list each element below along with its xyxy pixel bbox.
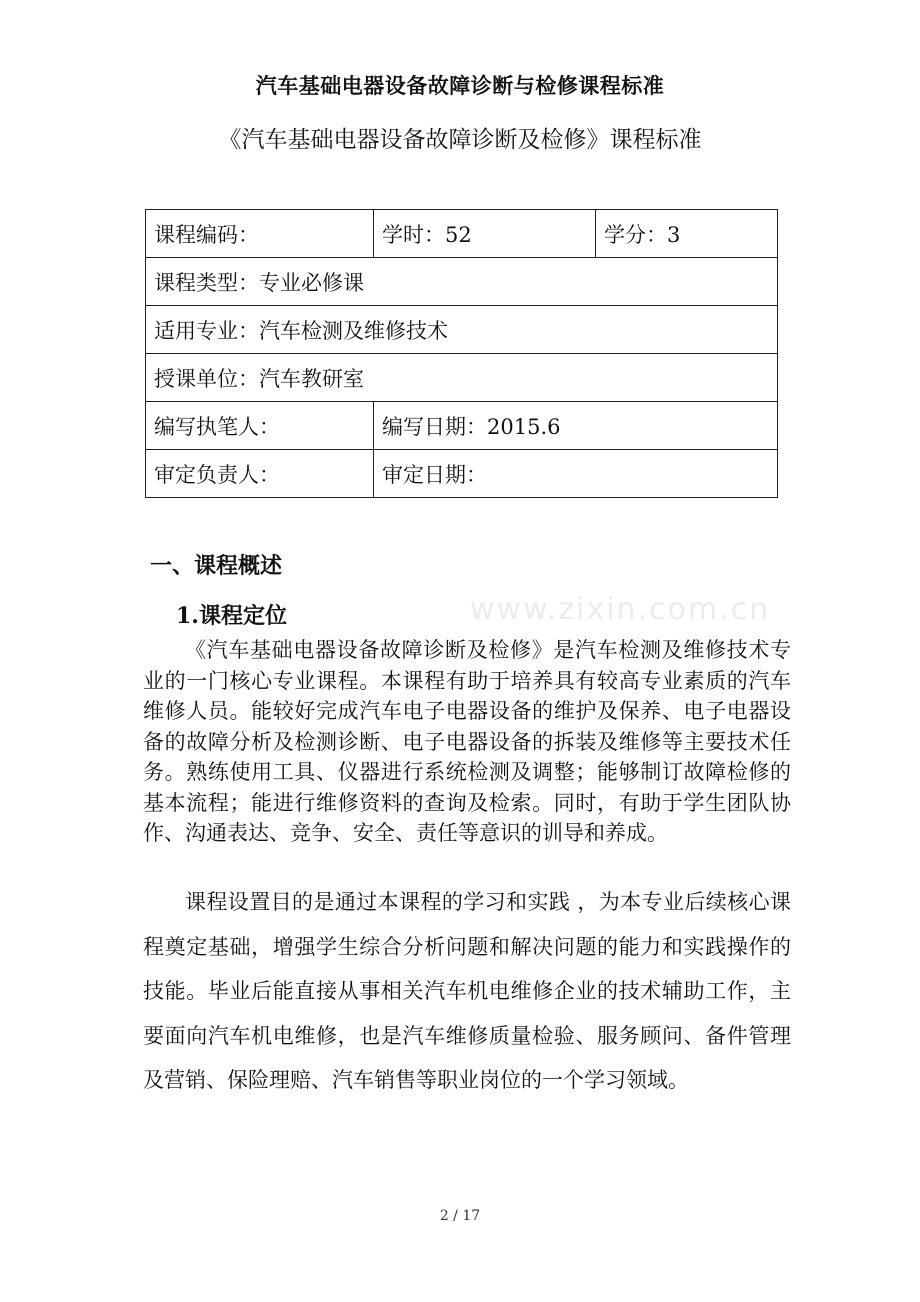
paragraph-course-position: 《汽车基础电器设备故障诊断及检修》是汽车检测及维修技术专业的一门核心专业课程。本课程有助于培养具有较高专业素质的汽车维修人员。能较好完成汽车电子电器设备的维护及保养、电子电器设备的故障分析及检测诊断、电子电器设备的拆装及维修等主要技术任务。熟练使用工具、仪器进行系统检测及调整；能够制订故障检修的基本流程；能进行维修资料的查询及检索。同时，有助于学生团队协作、沟通表达、竞争、安全、责任等意识的训导和养成。 — [143, 638, 791, 845]
hours-cell: 学时：52 — [374, 210, 596, 258]
table-row — [146, 402, 778, 450]
table-row — [146, 450, 778, 498]
major-cell: 适用专业：汽车检测及维修技术 — [146, 306, 778, 354]
watermark-text: www.zixin.com.cn — [470, 592, 771, 627]
document-title: 汽车基础电器设备故障诊断与检修课程标准 — [255, 73, 665, 98]
course-standard-title: 《汽车基础电器设备故障诊断及检修》课程标准 — [218, 127, 702, 153]
course-type-cell: 课程类型：专业必修课 — [146, 258, 778, 306]
table-row — [146, 354, 778, 402]
review-date-cell: 审定日期： — [374, 450, 778, 498]
table-row — [146, 258, 778, 306]
date-cell: 编写日期：2015.6 — [374, 402, 778, 450]
table-row — [146, 210, 778, 258]
section-heading: 一、课程概述 — [150, 553, 283, 579]
author-cell: 编写执笔人： — [146, 402, 374, 450]
page-number: 2 / 17 — [439, 1208, 481, 1224]
reviewer-cell: 审定负责人： — [146, 450, 374, 498]
course-info-table — [145, 209, 778, 498]
credits-cell: 学分：3 — [596, 210, 778, 258]
subsection-heading: 1.课程定位 — [176, 603, 287, 629]
course-code-cell: 课程编码： — [146, 210, 374, 258]
paragraph-course-purpose: 课程设置目的是通过本课程的学习和实践 ，为本专业后续核心课程奠定基础，增强学生综合分析问题和解决问题的能力和实践操作的技能。毕业后能直接从事相关汽车机电维修企业的技术辅助工作，主要面向汽车机电维修，也是汽车维修质量检验、服务顾问、备件管理及营销、保险理赔、汽车销售等职业岗位的一个学习领域。 — [143, 890, 791, 1092]
department-cell: 授课单位：汽车教研室 — [146, 354, 778, 402]
table-row — [146, 306, 778, 354]
